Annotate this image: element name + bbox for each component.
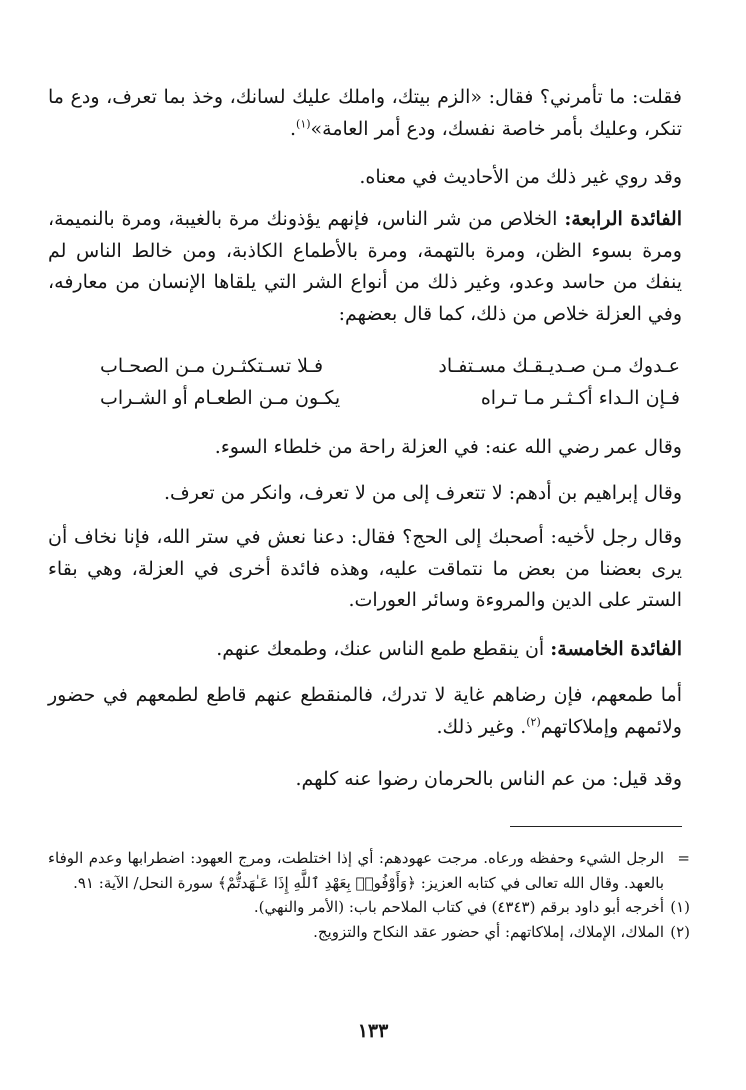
paragraph-text: وقال رجل لأخيه: أصحبك إلى الحج؟ فقال: دعنا نعش في ستر الله، فإنا نخاف أن يرى بعضنا من بعض ما نتماقت عليه، وهذه فائدة أخرى في العزلة، وهي بقاء الستر على الدين والمروءة وسائر العورات.	[48, 526, 682, 611]
footnote-continuation	[48, 846, 690, 895]
paragraph-tail: . وغير ذلك.	[436, 715, 527, 738]
paragraph-text: أن ينقطع طمع الناس عنك، وطمعك عنهم.	[216, 638, 545, 660]
paragraph-text: الخلاص من شر الناس، فإنهم يؤذونك مرة بالغيبة، ومرة بالنميمة، ومرة بسوء الظن، ومرة بالتهمة، ومرة بالأطماع الكاذبة، ومن خالط الناس لم ينفك من حاسد وعدو، وغير ذلك من أنواع الشر التي يلقاها الإنسان من معارفه، وفي العزلة خلاص من ذلك، كما قال بعضهم:	[48, 208, 682, 325]
footnote-separator	[510, 826, 682, 827]
poem-second-hemistich: فـلا تسـتكثـرن مـن الصحـاب	[100, 355, 324, 377]
paragraph-1	[48, 82, 682, 145]
paragraph-3	[48, 204, 682, 330]
paragraph-tail: .	[289, 117, 297, 140]
page-number: ١٣٣	[357, 1020, 389, 1042]
paragraph-5	[48, 478, 682, 510]
paragraph-9	[48, 764, 682, 796]
footnote-1	[48, 895, 690, 920]
footnote-text: الملاك، الإملاك، إملاكاتهم: أي حضور عقد النكاح والتزويج.	[313, 922, 664, 941]
footnote-mark: =	[677, 849, 690, 867]
footnotes	[48, 846, 690, 944]
footnote-text: أخرجه أبو داود برقم (٤٣٤٣) في كتاب الملاحم باب: (الأمر والنهي).	[253, 898, 664, 916]
section-heading-fourth-benefit: الفائدة الرابعة:	[564, 208, 682, 230]
footnote-ref-1: (١)	[296, 117, 311, 131]
footnote-mark: (٢)	[670, 922, 690, 941]
poem-second-hemistich: يكـون مـن الطعـام أو الشـراب	[100, 387, 341, 409]
poem-verse	[100, 382, 680, 414]
paragraph-text: أما طمعهم، فإن رضاهم غاية لا تدرك، فالمنقطع عنهم قاطع لطمعهم في حضور ولائمهم وإملاكاتهم	[48, 684, 682, 738]
paragraph-7	[48, 634, 682, 666]
paragraph-8	[48, 680, 682, 743]
poem-verse	[100, 350, 680, 382]
paragraph-2	[48, 162, 682, 194]
paragraph-6	[48, 522, 682, 617]
paragraph-text: فقلت: ما تأمرني؟ فقال: «الزم بيتك، واملك عليك لسانك، وخذ بما تعرف، ودع ما تنكر، وعليك بأمر خاصة نفسك، ودع أمر العامة»	[48, 86, 682, 140]
paragraph-4	[48, 432, 682, 464]
footnote-mark: (١)	[670, 898, 690, 916]
poem	[100, 350, 680, 414]
paragraph-text: وقال عمر رضي الله عنه: في العزلة راحة من خلطاء السوء.	[214, 436, 682, 458]
paragraph-text: وقد روي غير ذلك من الأحاديث في معناه.	[359, 166, 682, 188]
footnote-text: الرجل الشيء وحفظه ورعاه. مرجت عهودهم: أي إذا اختلطت، ومرج العهود: اضطرابها وعدم الوفاء بالعهد. وقال الله تعالى في كتابه العزيز: ﴿وَأَوْفُوا۟ بِعَهْدِ ٱللَّهِ إِذَا عَـٰهَدتُّمْ﴾ سورة النحل/ الآية: ٩١.	[48, 849, 664, 892]
paragraph-text: وقال إبراهيم بن أدهم: لا تتعرف إلى من لا تعرف، وانكر من تعرف.	[164, 482, 682, 504]
section-heading-fifth-benefit: الفائدة الخامسة:	[550, 638, 682, 660]
footnote-ref-2: (٢)	[526, 715, 541, 729]
paragraph-text: وقد قيل: من عم الناس بالحرمان رضوا عنه كلهم.	[295, 768, 682, 790]
poem-first-hemistich: فـإن الـداء أكـثـر مـا تـراه	[480, 387, 680, 409]
poem-first-hemistich: عـدوك مـن صـديـقـك مسـتفـاد	[438, 355, 680, 377]
footnote-2	[48, 920, 690, 945]
